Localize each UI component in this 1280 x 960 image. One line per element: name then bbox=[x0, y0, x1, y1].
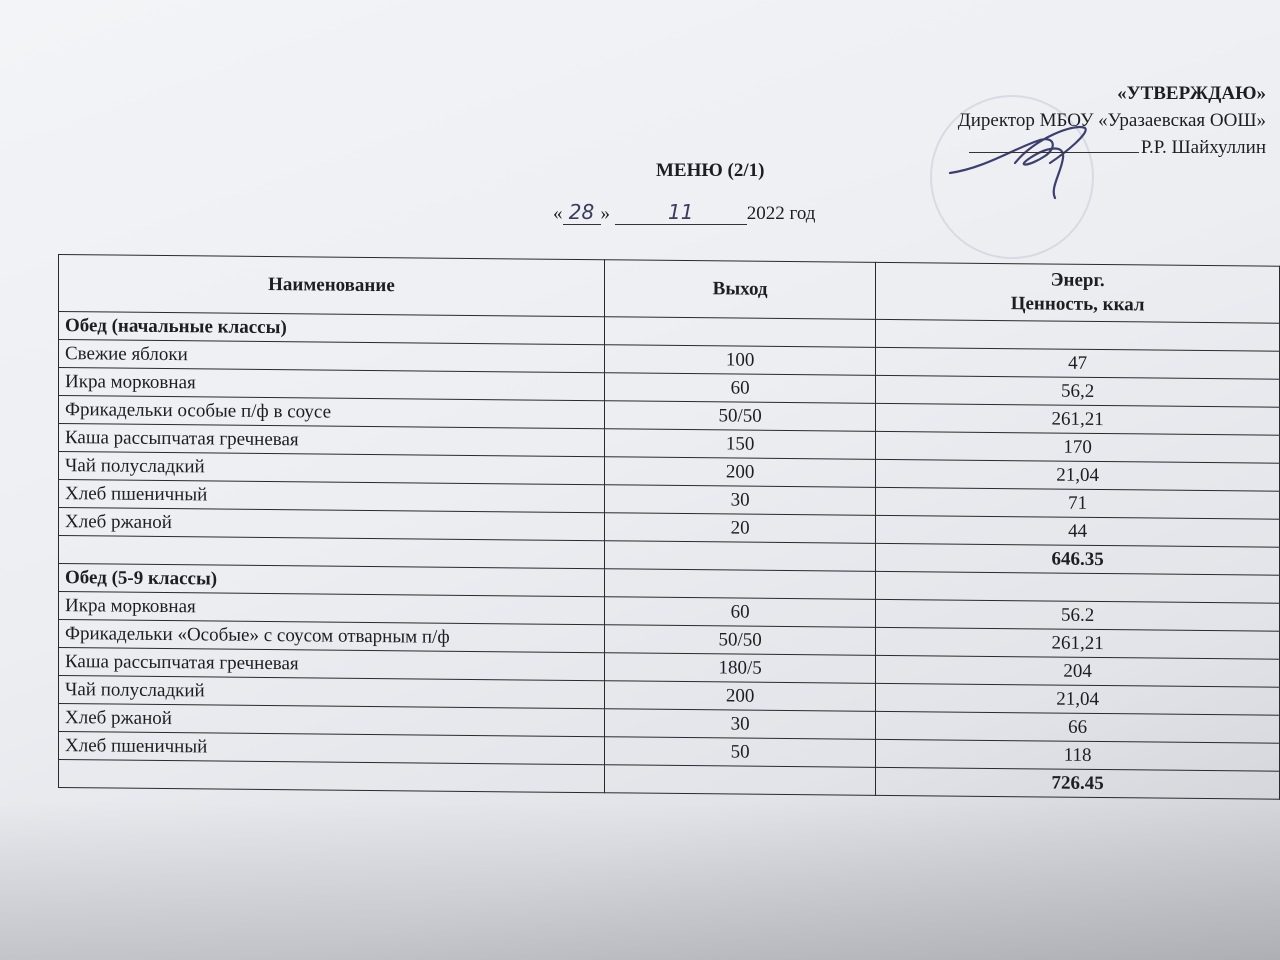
dish-kcal: 56.2 bbox=[876, 599, 1280, 631]
dish-name: Обед (начальные классы) bbox=[59, 312, 605, 345]
paper-shadow bbox=[0, 800, 1280, 960]
dish-output: 60 bbox=[604, 597, 875, 628]
dish-kcal: 118 bbox=[876, 739, 1280, 771]
approval-signer: Р.Р. Шайхуллин bbox=[1140, 137, 1266, 158]
dish-kcal: 21,04 bbox=[876, 459, 1280, 491]
date-close-quote: » bbox=[600, 203, 610, 224]
dish-kcal: 21,04 bbox=[876, 683, 1280, 715]
dish-output: 100 bbox=[604, 345, 875, 376]
header-name: Наименование bbox=[59, 255, 605, 317]
dish-name: Обед (5-9 классы) bbox=[59, 564, 605, 597]
dish-kcal: 66 bbox=[876, 711, 1280, 743]
dish-kcal: 56,2 bbox=[876, 375, 1280, 407]
dish-kcal: 646.35 bbox=[876, 543, 1280, 575]
dish-output: 200 bbox=[604, 457, 875, 488]
dish-name: Хлеб пшеничный bbox=[59, 480, 605, 513]
dish-name: Икра морковная bbox=[59, 368, 605, 401]
dish-output bbox=[604, 541, 875, 572]
dish-name: Чай полусладкий bbox=[59, 452, 605, 485]
dish-name: Чай полусладкий bbox=[59, 676, 605, 709]
dish-kcal: 170 bbox=[876, 431, 1280, 463]
menu-title: МЕНЮ (2/1) bbox=[656, 160, 765, 181]
approval-block bbox=[958, 80, 1266, 161]
dish-name: Фрикадельки «Особые» с соусом отварным п/ф bbox=[59, 620, 605, 653]
dish-kcal: 726.45 bbox=[876, 767, 1280, 799]
dish-name: Хлеб ржаной bbox=[59, 508, 605, 541]
header-output: Выход bbox=[604, 260, 875, 320]
menu-table bbox=[58, 254, 1280, 800]
menu-table-body bbox=[59, 312, 1280, 800]
dish-output bbox=[604, 765, 875, 796]
dish-output bbox=[604, 569, 875, 600]
dish-output: 150 bbox=[604, 429, 875, 460]
dish-output: 30 bbox=[604, 709, 875, 740]
approval-title: «УТВЕРЖДАЮ» bbox=[1117, 83, 1266, 104]
date-month: 11 bbox=[615, 200, 747, 225]
header-energy-line1: Энерг. bbox=[1050, 269, 1105, 292]
dish-kcal: 71 bbox=[876, 487, 1280, 519]
dish-kcal: 44 bbox=[876, 515, 1280, 547]
dish-kcal bbox=[876, 319, 1280, 351]
menu-date bbox=[553, 200, 815, 225]
dish-output bbox=[604, 317, 875, 348]
dish-kcal bbox=[876, 571, 1280, 603]
dish-name: Свежие яблоки bbox=[59, 340, 605, 373]
approval-director: Директор МБОУ «Уразаевская ООШ» bbox=[957, 110, 1266, 131]
dish-output: 20 bbox=[604, 513, 875, 544]
dish-output: 60 bbox=[604, 373, 875, 404]
dish-output: 200 bbox=[604, 681, 875, 712]
header-energy-line2: Ценность, ккал bbox=[1010, 293, 1145, 316]
dish-kcal: 261,21 bbox=[876, 627, 1280, 659]
date-day: 28 bbox=[563, 200, 601, 225]
dish-output: 30 bbox=[604, 485, 875, 516]
approval-signer-line bbox=[958, 134, 1266, 161]
dish-kcal: 261,21 bbox=[876, 403, 1280, 435]
dish-name: Икра морковная bbox=[59, 592, 605, 625]
dish-output: 180/5 bbox=[604, 653, 875, 684]
signature-line bbox=[969, 152, 1139, 153]
dish-output: 50 bbox=[604, 737, 875, 768]
dish-output: 50/50 bbox=[604, 401, 875, 432]
dish-kcal: 204 bbox=[876, 655, 1280, 687]
date-year: 2022 год bbox=[746, 203, 816, 224]
header-energy bbox=[876, 262, 1280, 323]
dish-name: Хлеб пшеничный bbox=[59, 732, 605, 765]
dish-name: Фрикадельки особые п/ф в соусе bbox=[59, 396, 605, 429]
dish-name: Каша рассыпчатая гречневая bbox=[59, 648, 605, 681]
dish-name: Хлеб ржаной bbox=[59, 704, 605, 737]
date-open-quote: « bbox=[553, 203, 563, 224]
dish-name bbox=[59, 760, 605, 793]
dish-output: 50/50 bbox=[604, 625, 875, 656]
dish-kcal: 47 bbox=[876, 347, 1280, 379]
dish-name: Каша рассыпчатая гречневая bbox=[59, 424, 605, 457]
